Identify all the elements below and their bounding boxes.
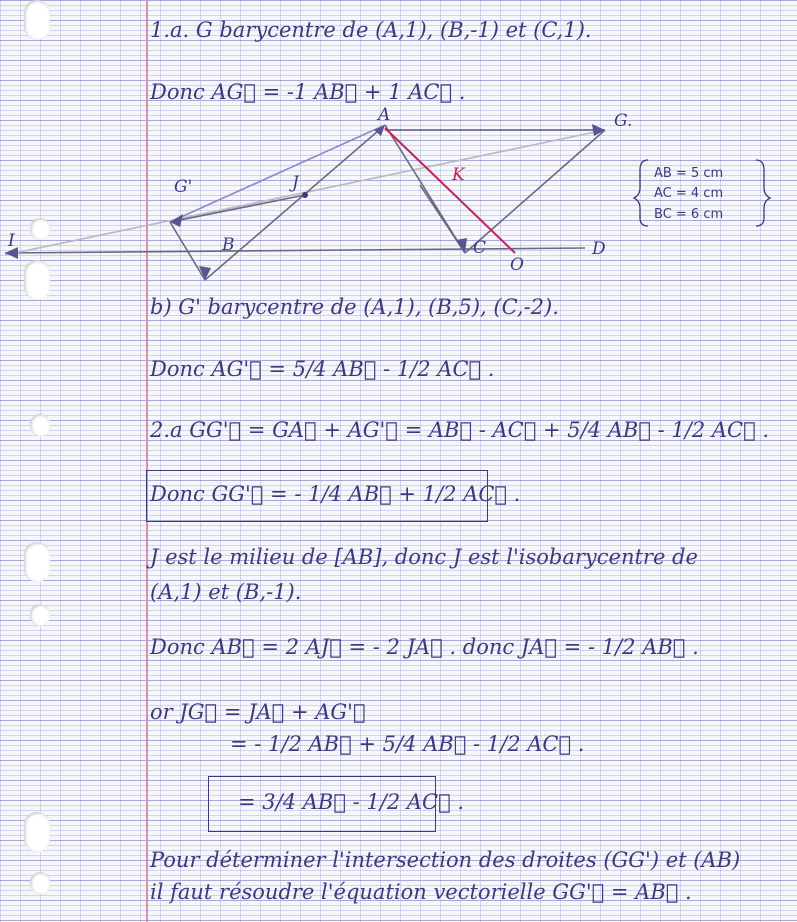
geometry-figure [0,100,797,300]
line-j-midpoint: J est le milieu de [AB], donc J est l'isobarycentre de [150,545,698,569]
exercise-1a-heading: 1.a. G barycentre de (A,1), (B,-1) et (C,1). [150,18,592,42]
measure-bc: BC = 6 cm [654,207,724,222]
binder-hole [30,872,50,894]
exercise-2a-line: 2.a GG'⃗ = GA⃗ + AG'⃗ = AB⃗ - AC⃗ + 5/4 AB⃗ - 1/2 AC⃗ . [150,418,770,442]
label-c: C [473,238,487,258]
label-o: O [510,255,524,275]
line-intersection-1: Pour déterminer l'intersection des droites (GG') et (AB) [150,848,741,872]
right-brace [756,160,770,226]
label-b: B [222,235,235,255]
line-bd [5,248,585,253]
line-jg-expand: = - 1/2 AB⃗ + 5/4 AB⃗ - 1/2 AC⃗ . [230,732,585,756]
segment-ab [205,125,385,280]
binder-hole [30,604,50,626]
line-intersection-2: il faut résoudre l'équation vectorielle GG'⃗ = AB⃗ . [150,880,692,904]
point-j [302,192,308,198]
measure-ab: AB = 5 cm [654,166,724,181]
arrow-head-g [592,124,605,136]
segment-ao-red [385,128,515,253]
label-j: J [292,173,299,193]
arrow-head-c [456,238,467,253]
segment-jgp [170,195,305,222]
line-jg-result: = 3/4 AB⃗ - 1/2 AC⃗ . [238,790,465,814]
binder-hole [30,414,50,436]
label-k: K [452,165,465,185]
label-gprime: G' [174,177,193,197]
segment-cg [465,130,605,253]
label-i: I [8,231,15,251]
binder-hole [24,542,50,582]
label-a: A [378,105,391,125]
line-ab-aj: Donc AB⃗ = 2 AJ⃗ = - 2 JA⃗ . donc JA⃗ = - 1/2 AB⃗ . [150,635,699,659]
label-d: D [592,239,606,259]
binder-hole [24,812,50,852]
binder-hole [24,0,50,40]
line-jg-sum: or JG⃗ = JA⃗ + AG'⃗ [150,700,366,724]
label-g: G. [614,111,633,131]
line-isobarycentre: (A,1) et (B,-1). [150,580,302,604]
line-ag-vector: Donc AG⃗ = -1 AB⃗ + 1 AC⃗ . [150,80,466,104]
exercise-1b-heading: b) G' barycentre de (A,1), (B,5), (C,-2). [150,295,559,319]
line-ggprime-result: Donc GG'⃗ = - 1/4 AB⃗ + 1/2 AC⃗ . [150,482,521,506]
line-agprime-vector: Donc AG'⃗ = 5/4 AB⃗ - 1/2 AC⃗ . [150,357,495,381]
measure-ac: AC = 4 cm [654,186,724,201]
segment-gpa [170,125,385,222]
left-brace [634,160,648,226]
